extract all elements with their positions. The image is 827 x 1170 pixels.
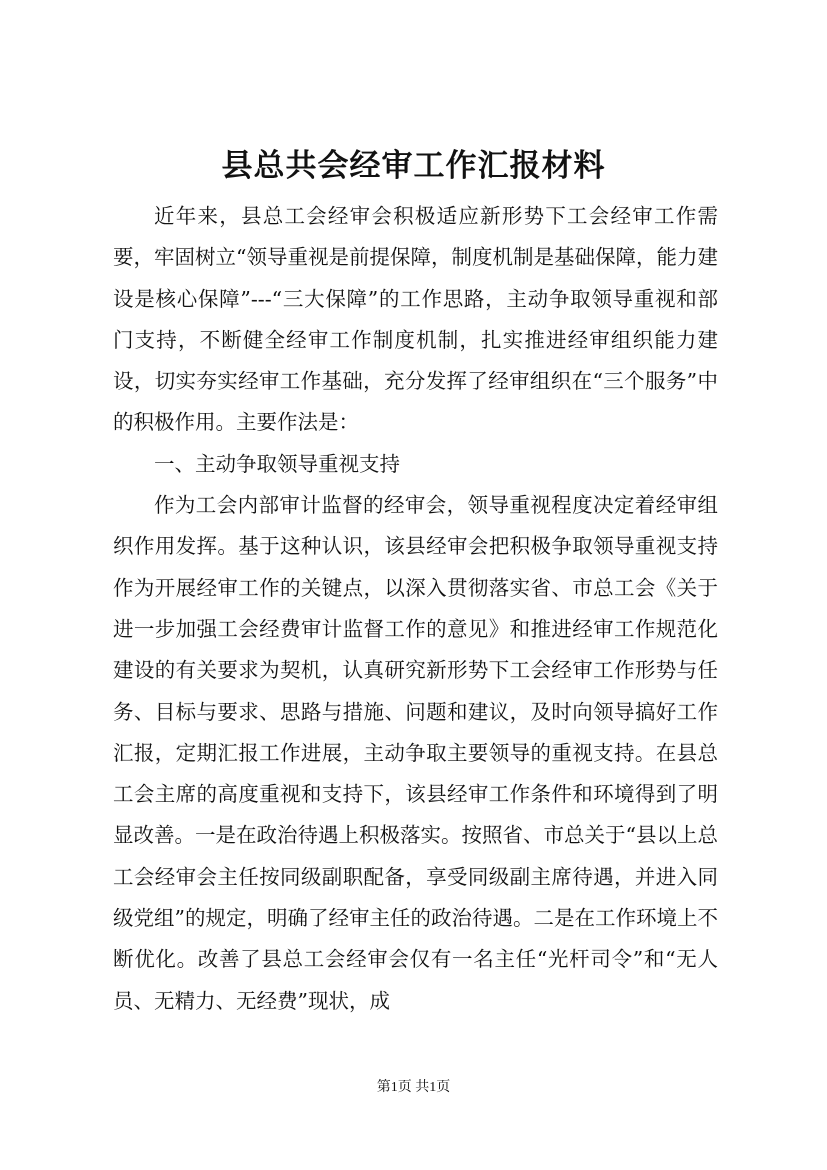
document-body (113, 196, 718, 1022)
section-heading: 一、主动争取领导重视支持 (154, 451, 400, 476)
page-footer: 第1页 共1页 (376, 1080, 451, 1095)
document-title: 县总共会经审工作汇报材料 (221, 148, 606, 184)
paragraph-intro: 近年来，县总工会经审会积极适应新形势下工会经审工作需要，牢固树立“领导重视是前提保障，制度机制是基础保障，能力建设是核心保障”---“三大保障”的工作思路，主动争取领导重视和部门支持，不断健全经审工作制度机制，扎实推进经审组织能力建设，切实夯实经审工作基础，充分发挥了经审组织在“三个服务”中的积极作用。主要作法是： (113, 204, 718, 435)
paragraph-section-1: 作为工会内部审计监督的经审会，领导重视程度决定着经审组织作用发挥。基于这种认识，该县经审会把积极争取领导重视支持作为开展经审工作的关键点，以深入贯彻落实省、市总工会《关于进一步加强工会经费审计监督工作的意见》和推进经审工作规范化建设的有关要求为契机，认真研究新形势下工会经审工作形势与任务、目标与要求、思路与措施、问题和建议，及时向领导搞好工作汇报，定期汇报工作进展，主动争取主要领导的重视支持。在县总工会主席的高度重视和支持下，该县经审工作条件和环境得到了明显改善。一是在政治待遇上积极落实。按照省、市总关于“县以上总工会经审会主任按同级副职配备，享受同级副主席待遇，并进入同级党组”的规定，明确了经审主任的政治待遇。二是在工作环境上不断优化。改善了县总工会经审会仅有一名主任“光杆司令”和“无人员、无精力、无经费”现状，成 (113, 493, 718, 1013)
